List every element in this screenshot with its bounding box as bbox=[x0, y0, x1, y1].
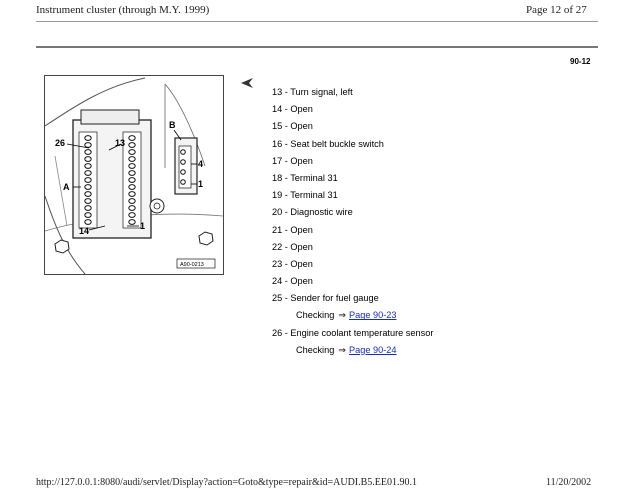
pin-item bbox=[272, 204, 612, 221]
item-text: 21 - Open bbox=[272, 224, 313, 235]
callout-4: 4 bbox=[198, 159, 204, 169]
pin-item bbox=[272, 101, 612, 118]
callout-a: A bbox=[63, 182, 70, 192]
connector-pin bbox=[129, 171, 135, 176]
connector-pin bbox=[129, 157, 135, 162]
header-title: Instrument cluster (through M.Y. 1999) bbox=[36, 4, 210, 16]
connector-pin bbox=[129, 164, 135, 169]
connector-pin bbox=[85, 206, 91, 211]
pin-item bbox=[272, 170, 612, 187]
section-code: 90-12 bbox=[570, 57, 591, 66]
pin-item bbox=[272, 239, 612, 256]
pin-item bbox=[272, 222, 612, 239]
connector-pin bbox=[129, 136, 135, 141]
right-arrow-icon: ⇒ bbox=[338, 310, 347, 321]
connector-pin bbox=[129, 143, 135, 148]
connector-pin bbox=[129, 220, 135, 225]
pin-item bbox=[272, 290, 612, 307]
connector-pin bbox=[85, 220, 91, 225]
connector-pin bbox=[85, 157, 91, 162]
pin-item bbox=[272, 118, 612, 135]
item-text: 25 - Sender for fuel gauge bbox=[272, 293, 379, 304]
checking-row bbox=[272, 307, 612, 324]
item-text: 18 - Terminal 31 bbox=[272, 172, 338, 183]
right-arrow-icon: ⇒ bbox=[338, 344, 347, 355]
checking-row bbox=[272, 342, 612, 359]
footer-date: 11/20/2002 bbox=[546, 477, 592, 488]
connector-pin bbox=[85, 136, 91, 141]
connector-pin bbox=[129, 150, 135, 155]
connector-pin bbox=[85, 171, 91, 176]
connector-pin bbox=[129, 213, 135, 218]
callout-b: B bbox=[169, 120, 176, 130]
section-rule bbox=[36, 46, 598, 48]
item-text: 17 - Open bbox=[272, 155, 313, 166]
connector-pin bbox=[129, 199, 135, 204]
header-page-number: Page 12 of 27 bbox=[526, 4, 587, 16]
connector-pin bbox=[129, 185, 135, 190]
callout-26: 26 bbox=[55, 138, 66, 148]
connector-diagram bbox=[44, 75, 224, 275]
footer-url: http://127.0.0.1:8080/audi/servlet/Display?action=Goto&type=repair&id=AUDI.B5.EE01.90.1 bbox=[36, 477, 418, 488]
item-text: 26 - Engine coolant temperature sensor bbox=[272, 327, 434, 338]
connector-pin bbox=[85, 164, 91, 169]
item-text: 16 - Seat belt buckle switch bbox=[272, 138, 384, 149]
item-text: 19 - Terminal 31 bbox=[272, 190, 338, 201]
callout-1: 1 bbox=[198, 179, 204, 189]
pin-item bbox=[272, 153, 612, 170]
connector-pin bbox=[129, 192, 135, 197]
item-text: 13 - Turn signal, left bbox=[272, 87, 353, 97]
connector-pin bbox=[85, 178, 91, 183]
connector-pin bbox=[85, 185, 91, 190]
item-text: 22 - Open bbox=[272, 241, 313, 252]
pin-item bbox=[272, 256, 612, 273]
pin-item bbox=[272, 273, 612, 290]
item-text: 24 - Open bbox=[272, 276, 313, 287]
connector-pin bbox=[85, 143, 91, 148]
page-link[interactable]: Page 90-23 bbox=[349, 310, 397, 321]
pin-item bbox=[272, 325, 612, 342]
connector-pin bbox=[129, 206, 135, 211]
callout-13: 13 bbox=[115, 138, 126, 148]
item-text: 15 - Open bbox=[272, 121, 313, 132]
pin-item bbox=[272, 187, 612, 204]
pin-item bbox=[272, 136, 612, 153]
connector-pin bbox=[129, 178, 135, 183]
connector-pin bbox=[85, 192, 91, 197]
item-text: 23 - Open bbox=[272, 258, 313, 269]
item-text: 20 - Diagnostic wire bbox=[272, 207, 353, 218]
connector-pin bbox=[85, 213, 91, 218]
callout-14: 14 bbox=[79, 226, 90, 236]
pin-item bbox=[272, 84, 612, 101]
page-link[interactable]: Page 90-24 bbox=[349, 344, 397, 355]
header-rule bbox=[36, 21, 598, 22]
item-text: 14 - Open bbox=[272, 104, 313, 115]
figure-image-code: A90-0213 bbox=[180, 262, 204, 268]
item-text: Checking bbox=[296, 310, 335, 321]
connector-pin bbox=[85, 150, 91, 155]
back-arrow-icon[interactable] bbox=[240, 77, 254, 89]
connector-pin bbox=[85, 199, 91, 204]
item-text: Checking bbox=[296, 344, 335, 355]
pin-assignment-list bbox=[272, 84, 612, 359]
callout-1-connector: 1 bbox=[140, 221, 146, 231]
